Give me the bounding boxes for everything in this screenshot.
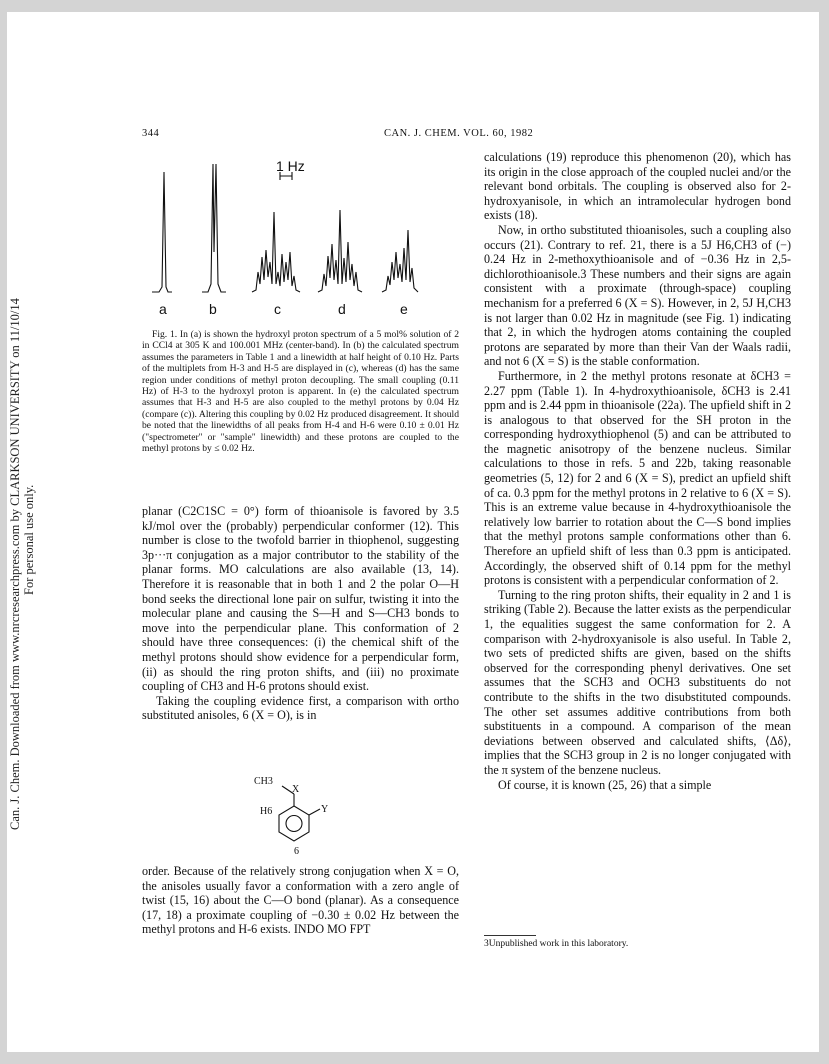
structure-h6: H6 <box>260 806 273 817</box>
structure-6-diagram <box>248 770 348 854</box>
structure-ch3: CH3 <box>254 776 273 787</box>
panel-label-e: e <box>400 301 408 317</box>
download-watermark <box>6 150 36 850</box>
journal-reference: CAN. J. CHEM. VOL. 60, 1982 <box>384 128 534 139</box>
spectrum-a <box>152 172 172 292</box>
spectrum-d <box>318 210 362 292</box>
spectra-plot <box>142 152 459 327</box>
paragraph: Turning to the ring proton shifts, their equality in 2 and 1 is striking (Table 2). Because the latter exists as the perpendicular 1, the equalities suggest the same conformation for 2. A comparison with 2-hydroxyanisole is also useful. In Table 2, two sets of predicted shifts are given, based on the shifts observed for the corresponding phenyl derivatives. One set assumes that the SCH3 and OCH3 substituents do not contribute to the shifts in the two disubstituted compounds. The other set assumes additive contributions from both substituents in a compound. A comparison of the mean deviations between observed and calculated shifts, ⟨Δδ⟩, implies that the SCH3 group in 2 is no longer conjugated with the π system of the benzene nucleus. <box>484 587 791 777</box>
left-column-text <box>142 504 459 723</box>
panel-label-b: b <box>209 301 217 317</box>
paragraph: Furthermore, in 2 the methyl protons resonate at δCH3 = 2.27 ppm (Table 1). In 4-hydroxythioanisole, δCH3 is 2.41 ppm and is 2.44 ppm in thioanisole (22a). The upfield shift in 2 is analogous to that observed for the SH proton in the corresponding hydroxythiophenol (5) and can be attributed to the magnetic anisotropy of the benzene nucleus. Similar calculations to those in refs. 5 and 22b, taking reasonable geometries (5, 12) for 2 and 6 (X = S), predict an upfield shift of ca. 0.3 ppm for the methyl protons in 2 relative to 6 (X = S). This is an extreme value because in 4-hydroxythioanisole the relatively low barrier to rotation about the C—S bond implies that the methyl protons sample conformations other than 6. Therefore an upfield shift of less than 0.3 ppm is anticipated. Accordingly, the observed shift of 0.14 ppm for the methyl protons is consistent with a perpendicular conformation of 2. <box>484 368 791 588</box>
paragraph: order. Because of the relatively strong conjugation when X = O, the anisoles usually favor a conformation with a zero angle of twist (15, 16) about the C—O bond (planar). As a consequence (17, 18) a proximate coupling of −0.30 ± 0.02 Hz between the methyl protons and H-6 exists. INDO MO FPT <box>142 864 459 937</box>
structure-number: 6 <box>294 846 299 857</box>
structure-x: X <box>292 784 300 795</box>
caption-text: Fig. 1. In (a) is shown the hydroxyl proton spectrum of a 5 mol% solution of 2 in CCl4 at 305 K and 100.001 MHz (center-band). In (b) the calculated spectrum assumes the parameters in Table 1 and a linewidth at half height of 0.10 Hz. Parts of the multiplets from H-3 and H-5 are displayed in (c), whereas (d) has the same region under conditions of methyl proton decoupling. The small coupling (0.11 Hz) of H-3 to the hydroxyl proton is apparent. In (e) the calculated spectrum assumes that H-3 and H-5 are also coupled to the methyl protons by 0.04 Hz (compare (c)). Altering this coupling by 0.02 Hz produced disagreement. It should be noted that the linewidths of all peaks from H-4 and H-6 were 0.10 ± 0.01 Hz ("spectrometer" or "sample" linewidth) and these protons are coupled to the methyl protons by ≤ 0.02 Hz. <box>142 329 459 455</box>
paragraph: Now, in ortho substituted thioanisoles, such a coupling also occurs (21). Contrary to ref. 21, there is a 5J H6,CH3 of (−) 0.24 Hz in 2-methoxythioanisole and of −0.36 Hz in 2,5-dichlorothioanisole.3 These numbers and their signs are again consistent with a proximate (through-space) coupling mechanism for a preferred 6 (X = S). However, in 2, 5J H,CH3 is not larger than 0.02 Hz in magnitude (see Fig. 1) indicating that 2, in which the hydrogen atoms containing the coupled protons are separated by more than their Van der Waals radii, and not 6 (X = S) is the stable conformation. <box>484 222 791 369</box>
panel-label-c: c <box>274 301 281 317</box>
spectrum-e <box>382 230 418 292</box>
panel-label-d: d <box>338 301 346 317</box>
nmr-spectra-figure <box>142 152 459 327</box>
download-notice: Can. J. Chem. Downloaded from www.nrcresearchpress.com by CLARKSON UNIVERSITY on 11/10/14 <box>8 298 22 830</box>
spectrum-b <box>202 164 226 292</box>
right-column-text <box>484 150 791 792</box>
spectrum-c <box>252 212 300 292</box>
paragraph: Of course, it is known (25, 26) that a simple <box>498 777 712 792</box>
footnote: 3Unpublished work in this laboratory. <box>484 939 629 949</box>
paragraph: planar (C2C1SC = 0°) form of thioanisole is favored by 3.5 kJ/mol over the (probably) perpendicular conformer (12). This number is close to the twofold barrier in thiophenol, suggesting 3p···π conjugation as a major contributor to the stability of the planar forms. MO calculations are also available (13, 14). Therefore it is reasonable that in both 1 and 2 the polar O—H bond seeks the directional lone pair on sulfur, twisting it into the molecular plane and causing the S—H and S—CH3 bonds to move into the perpendicular plane. This conformation of 2 should have three consequences: (i) the chemical shift of the methyl protons should show evidence for a perpendicular form, (ii) as should the ring proton shifts, and (iii) no proximate coupling of CH3 and H-6 protons should exist. <box>142 504 459 694</box>
panel-label-a: a <box>159 301 167 317</box>
benzene-ring <box>248 770 348 854</box>
figure-caption <box>142 329 459 454</box>
structure-y: Y <box>321 804 329 815</box>
footnote-rule <box>484 935 536 936</box>
paragraph: Taking the coupling evidence first, a comparison with ortho substituted anisoles, 6 (X = O), is in <box>142 693 459 723</box>
paragraph: calculations (19) reproduce this phenomenon (20), which has its origin in the close approach of the coupled nuclei and/or the relevant bond orbitals. The coupling is observed also for 2-hydroxyanisole, in which an intramolecular hydrogen bond exists (18). <box>484 150 791 223</box>
left-column-continued <box>142 864 459 937</box>
page-number: 344 <box>142 128 160 139</box>
scale-label: 1 Hz <box>276 158 305 174</box>
personal-use-notice: For personal use only. <box>22 484 36 595</box>
